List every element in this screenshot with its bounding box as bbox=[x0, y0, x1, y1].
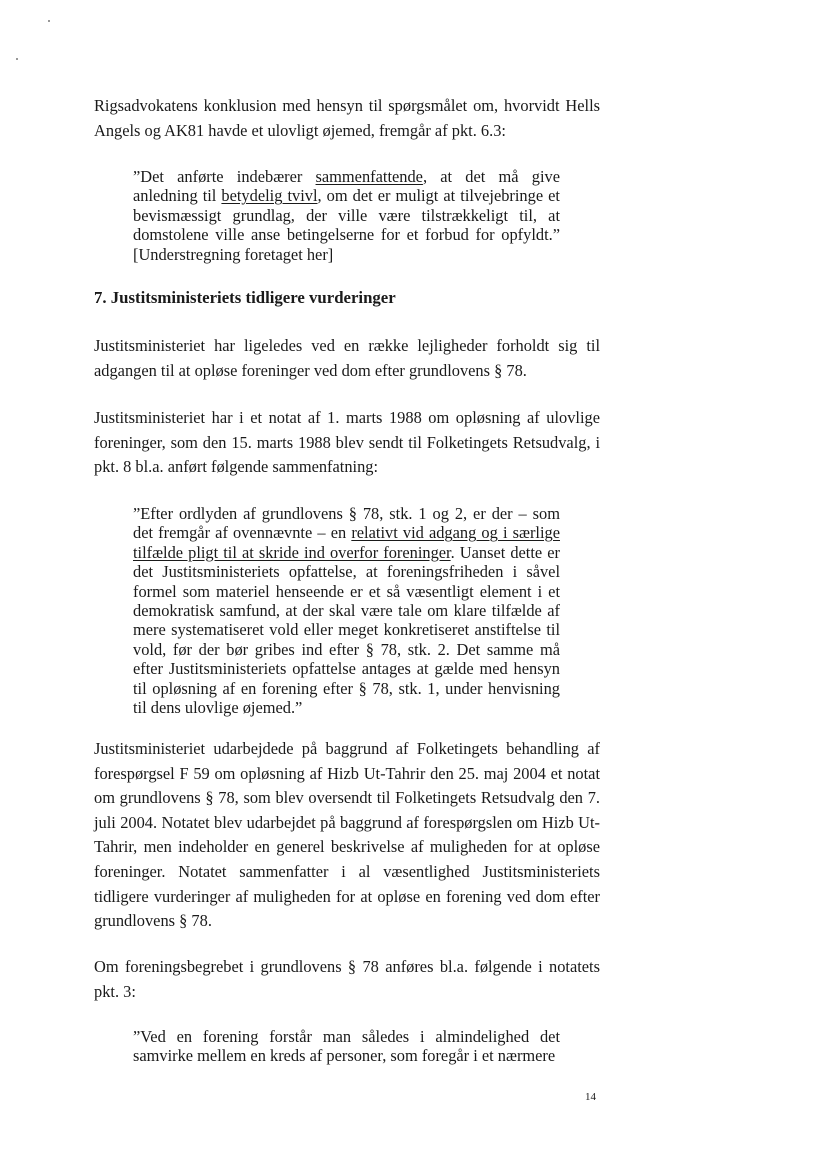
quote-text: , om det er muligt at tilvejebringe et bevismæssigt grundlag, der ville være tilstrækkeligt til, at domstolene ville anse betingelserne for et forbud for opfyldt.” [Understregning foretaget her] bbox=[133, 186, 560, 264]
section-heading: 7. Justitsministeriets tidligere vurderinger bbox=[94, 288, 396, 307]
paragraph: Rigsadvokatens konklusion med hensyn til spørgsmålet om, hvorvidt Hells Angels og AK81 havde et ulovligt øjemed, fremgår af pkt. 6.3: bbox=[94, 96, 600, 140]
paragraph: Om foreningsbegrebet i grundlovens § 78 anføres bl.a. følgende i notatets pkt. 3: bbox=[94, 957, 600, 1001]
quote-text: ”Efter ordlyden af grundlovens § 78, stk. 1 og 2, er der – som det fremgår af ovennævnte – en bbox=[133, 504, 560, 543]
underlined-text: sammenfattende bbox=[315, 167, 423, 186]
paragraph: Justitsministeriet har i et notat af 1. marts 1988 om opløsning af ulovlige foreninger, som den 15. marts 1988 blev sendt til Folketingets Retsudvalg, i pkt. 8 bl.a. anført følgende sammenfatning: bbox=[94, 408, 600, 477]
scan-speck bbox=[16, 58, 18, 60]
block-quote bbox=[133, 504, 560, 717]
underlined-text: betydelig tvivl bbox=[221, 186, 318, 206]
block-quote: ”Ved en forening forstår man således i almindelighed det samvirke mellem en kreds af personer, som foregår i et nærmere bbox=[133, 1027, 560, 1066]
quote-text: ”Det anførte indebærer bbox=[133, 167, 316, 186]
quote-text: , at det må give anledning til bbox=[133, 167, 560, 206]
underlined-text: relativt vid adgang og i særlige tilfælde pligt til at skride ind overfor foreninger bbox=[133, 523, 560, 562]
paragraph: Justitsministeriet har ligeledes ved en række lejligheder forholdt sig til adgangen til at opløse foreninger ved dom efter grundlovens § 78. bbox=[94, 336, 600, 380]
quote-text: . Uanset dette er det Justitsministeriets opfattelse, at foreningsfriheden i såvel formel som materiel henseende er et så væsentligt element i et demokratisk samfund, at der skal være tale om klare tilfælde af mere systematiseret vold eller meget konkretiseret anstiftelse til vold, før der bør gribes ind efter § 78, stk. 2. Det samme må efter Justitsministeriets opfattelse antages at gælde med hensyn til opløsning af en forening efter § 78, stk. 1, under henvisning til dens ulovlige øjemed.” bbox=[133, 542, 560, 718]
scan-speck bbox=[48, 20, 50, 22]
paragraph: Justitsministeriet udarbejdede på baggrund af Folketingets behandling af forespørgsel F 59 om opløsning af Hizb Ut-Tahrir den 25. maj 2004 et notat om grundlovens § 78, som blev oversendt til Folketingets Retsudvalg den 7. juli 2004. Notatet blev udarbejdet på baggrund af forespørgslen om Hizb Ut-Tahrir, men indeholder en generel beskrivelse af muligheden for at opløse foreninger. Notatet sammenfatter i al væsentlighed Justitsministeriets tidligere vurderinger af muligheden for at opløse en forening ved dom efter grundlovens § 78. bbox=[94, 739, 600, 931]
block-quote bbox=[133, 167, 560, 264]
page-number: 14 bbox=[585, 1091, 596, 1103]
